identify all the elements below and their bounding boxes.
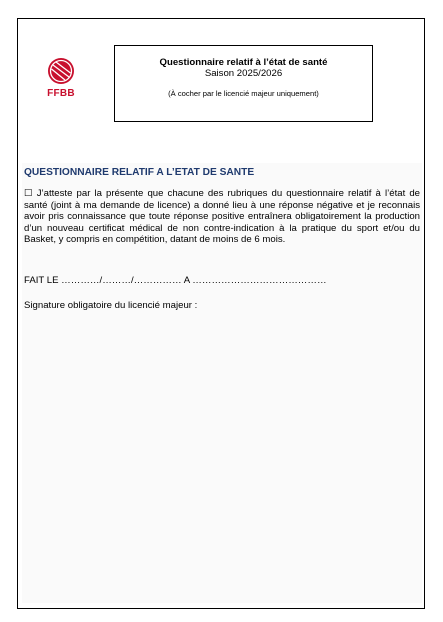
header-box <box>114 45 373 122</box>
header-note: (À cocher par le licencié majeur uniquement) <box>168 89 319 98</box>
section-title: QUESTIONNAIRE RELATIF A L’ETAT DE SANTE <box>24 167 255 178</box>
ffbb-logo <box>44 55 78 101</box>
logo-text: FFBB <box>47 88 75 99</box>
form-content <box>22 163 422 603</box>
form-title: Questionnaire relatif à l’état de santé <box>159 57 328 68</box>
attestation-text: J’atteste par la présente que chacune des rubriques du questionnaire relatif à l’état de santé (joint à ma demande de licence) a donné lieu à une réponse négative et je reconnais avoir pris connaissance que toute réponse positive entraînera obligatoirement la production d’un nouveau certificat médical de non contre-indication à la pratique du sport et/ou du Basket, y compris en compétition, datant de moins de 6 mois. <box>24 188 420 246</box>
fait-le-line[interactable]: FAIT LE …………/………/…………… A …………………………………… <box>24 275 327 286</box>
attestation-paragraph <box>24 188 420 246</box>
attestation-checkbox[interactable]: ☐ <box>24 188 33 199</box>
season-label: Saison 2025/2026 <box>204 68 283 79</box>
basketball-icon <box>44 55 78 87</box>
signature-label: Signature obligatoire du licencié majeur : <box>24 300 198 311</box>
